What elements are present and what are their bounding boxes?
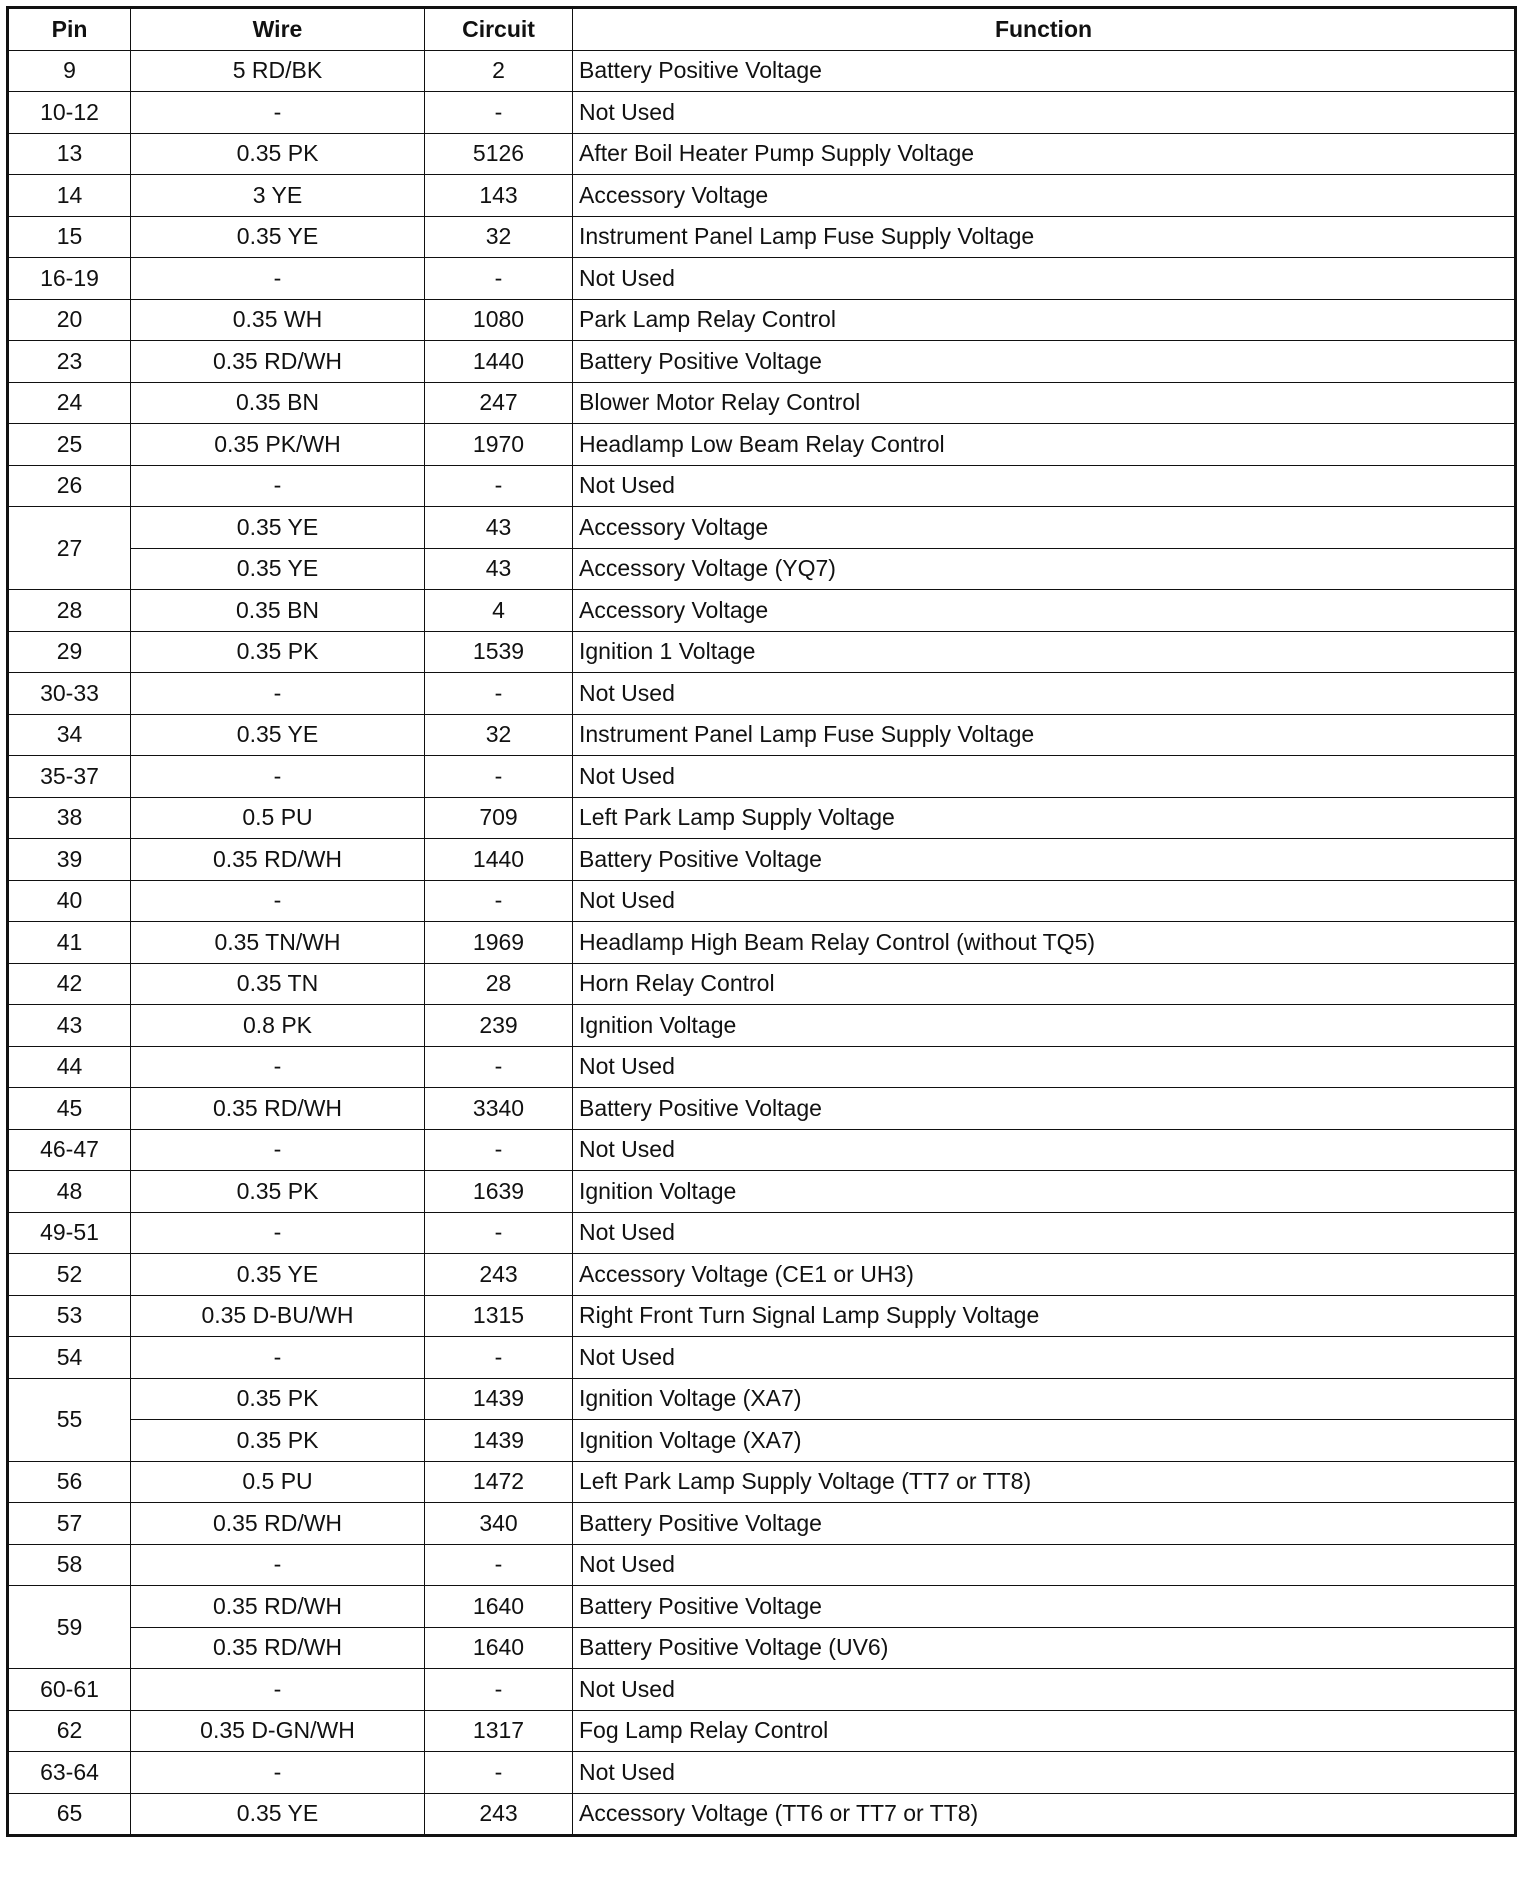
- wire-cell: -: [131, 880, 425, 922]
- wire-cell: 0.35 RD/WH: [131, 1586, 425, 1628]
- circuit-cell: 1439: [425, 1420, 573, 1462]
- function-cell: Battery Positive Voltage: [573, 839, 1516, 881]
- pin-cell: 62: [8, 1710, 131, 1752]
- pin-cell: 20: [8, 299, 131, 341]
- wire-cell: 0.35 RD/WH: [131, 341, 425, 383]
- wire-cell: -: [131, 465, 425, 507]
- pin-cell: 38: [8, 797, 131, 839]
- circuit-cell: 1439: [425, 1378, 573, 1420]
- wire-cell: 0.35 PK/WH: [131, 424, 425, 466]
- function-cell: Battery Positive Voltage: [573, 1088, 1516, 1130]
- wire-cell: 0.35 RD/WH: [131, 1088, 425, 1130]
- table-row: [8, 1295, 1516, 1337]
- function-cell: Fog Lamp Relay Control: [573, 1710, 1516, 1752]
- table-row: [8, 631, 1516, 673]
- function-cell: Ignition Voltage (XA7): [573, 1420, 1516, 1462]
- wire-cell: -: [131, 1046, 425, 1088]
- pin-cell: 41: [8, 922, 131, 964]
- table-row: [8, 1254, 1516, 1296]
- function-cell: Not Used: [573, 673, 1516, 715]
- circuit-cell: -: [425, 1212, 573, 1254]
- table-row: [8, 1420, 1516, 1462]
- wire-cell: 0.35 YE: [131, 548, 425, 590]
- table-row: [8, 1212, 1516, 1254]
- wire-cell: -: [131, 756, 425, 798]
- wire-cell: 0.35 BN: [131, 382, 425, 424]
- table-row: [8, 1627, 1516, 1669]
- circuit-cell: 43: [425, 507, 573, 549]
- function-cell: Instrument Panel Lamp Fuse Supply Voltage: [573, 216, 1516, 258]
- pin-cell: 45: [8, 1088, 131, 1130]
- wire-cell: 0.35 PK: [131, 631, 425, 673]
- circuit-cell: 243: [425, 1793, 573, 1836]
- pin-cell: 24: [8, 382, 131, 424]
- wire-cell: 0.35 YE: [131, 216, 425, 258]
- wire-cell: -: [131, 258, 425, 300]
- circuit-cell: 1440: [425, 341, 573, 383]
- circuit-cell: 1539: [425, 631, 573, 673]
- circuit-cell: 3340: [425, 1088, 573, 1130]
- pin-cell: 57: [8, 1503, 131, 1545]
- table-row: [8, 1752, 1516, 1794]
- pin-cell: 9: [8, 50, 131, 92]
- circuit-cell: 243: [425, 1254, 573, 1296]
- function-cell: Not Used: [573, 1337, 1516, 1379]
- circuit-cell: -: [425, 756, 573, 798]
- circuit-cell: 32: [425, 216, 573, 258]
- pin-cell: 10-12: [8, 92, 131, 134]
- circuit-column-header: Circuit: [425, 8, 573, 51]
- circuit-cell: -: [425, 1669, 573, 1711]
- table-row: [8, 797, 1516, 839]
- table-row: [8, 1793, 1516, 1836]
- function-cell: Not Used: [573, 1046, 1516, 1088]
- function-cell: Accessory Voltage: [573, 590, 1516, 632]
- pin-cell: 65: [8, 1793, 131, 1836]
- pin-cell: 25: [8, 424, 131, 466]
- function-cell: Not Used: [573, 258, 1516, 300]
- circuit-cell: 4: [425, 590, 573, 632]
- function-cell: Left Park Lamp Supply Voltage (TT7 or TT8): [573, 1461, 1516, 1503]
- circuit-cell: 43: [425, 548, 573, 590]
- pin-cell: 34: [8, 714, 131, 756]
- function-cell: Instrument Panel Lamp Fuse Supply Voltage: [573, 714, 1516, 756]
- table-row: [8, 1129, 1516, 1171]
- function-cell: Accessory Voltage (YQ7): [573, 548, 1516, 590]
- pin-cell: 55: [8, 1378, 131, 1461]
- circuit-cell: 239: [425, 1005, 573, 1047]
- circuit-cell: 28: [425, 963, 573, 1005]
- pin-column-header: Pin: [8, 8, 131, 51]
- wire-cell: 0.35 TN/WH: [131, 922, 425, 964]
- wire-cell: -: [131, 673, 425, 715]
- wire-cell: -: [131, 1337, 425, 1379]
- wire-cell: 3 YE: [131, 175, 425, 217]
- function-cell: Battery Positive Voltage: [573, 1586, 1516, 1628]
- wire-cell: 0.35 RD/WH: [131, 1503, 425, 1545]
- circuit-cell: 2: [425, 50, 573, 92]
- table-row: [8, 880, 1516, 922]
- wire-cell: -: [131, 1669, 425, 1711]
- table-row: [8, 424, 1516, 466]
- pin-cell: 14: [8, 175, 131, 217]
- pin-cell: 44: [8, 1046, 131, 1088]
- table-row: [8, 92, 1516, 134]
- circuit-cell: 1315: [425, 1295, 573, 1337]
- table-row: [8, 50, 1516, 92]
- function-cell: Not Used: [573, 1752, 1516, 1794]
- pin-cell: 16-19: [8, 258, 131, 300]
- function-cell: Horn Relay Control: [573, 963, 1516, 1005]
- table-row: [8, 507, 1516, 549]
- table-row: [8, 1378, 1516, 1420]
- wire-cell: 0.35 RD/WH: [131, 1627, 425, 1669]
- table-row: [8, 922, 1516, 964]
- pin-cell: 39: [8, 839, 131, 881]
- circuit-cell: 1639: [425, 1171, 573, 1213]
- function-column-header: Function: [573, 8, 1516, 51]
- wire-cell: 0.35 D-BU/WH: [131, 1295, 425, 1337]
- function-cell: Not Used: [573, 92, 1516, 134]
- circuit-cell: 709: [425, 797, 573, 839]
- circuit-cell: 1640: [425, 1627, 573, 1669]
- pin-cell: 26: [8, 465, 131, 507]
- wire-cell: 0.35 RD/WH: [131, 839, 425, 881]
- pin-cell: 29: [8, 631, 131, 673]
- circuit-cell: -: [425, 880, 573, 922]
- table-row: [8, 963, 1516, 1005]
- function-cell: Not Used: [573, 1129, 1516, 1171]
- pin-cell: 63-64: [8, 1752, 131, 1794]
- pin-cell: 59: [8, 1586, 131, 1669]
- table-row: [8, 175, 1516, 217]
- wire-cell: -: [131, 1544, 425, 1586]
- function-cell: Battery Positive Voltage: [573, 50, 1516, 92]
- wire-cell: 0.8 PK: [131, 1005, 425, 1047]
- table-row: [8, 1503, 1516, 1545]
- function-cell: Park Lamp Relay Control: [573, 299, 1516, 341]
- pin-cell: 58: [8, 1544, 131, 1586]
- table-row: [8, 133, 1516, 175]
- table-row: [8, 465, 1516, 507]
- pin-cell: 56: [8, 1461, 131, 1503]
- function-cell: Battery Positive Voltage: [573, 341, 1516, 383]
- wire-cell: 0.35 YE: [131, 714, 425, 756]
- wire-cell: 0.35 PK: [131, 1171, 425, 1213]
- wire-cell: 0.35 PK: [131, 1378, 425, 1420]
- function-cell: Not Used: [573, 465, 1516, 507]
- table-header: [8, 8, 1516, 51]
- pin-cell: 49-51: [8, 1212, 131, 1254]
- table-row: [8, 341, 1516, 383]
- circuit-cell: 247: [425, 382, 573, 424]
- function-cell: Headlamp Low Beam Relay Control: [573, 424, 1516, 466]
- function-cell: After Boil Heater Pump Supply Voltage: [573, 133, 1516, 175]
- pin-cell: 53: [8, 1295, 131, 1337]
- wire-cell: 5 RD/BK: [131, 50, 425, 92]
- function-cell: Blower Motor Relay Control: [573, 382, 1516, 424]
- function-cell: Accessory Voltage (CE1 or UH3): [573, 1254, 1516, 1296]
- function-cell: Not Used: [573, 756, 1516, 798]
- circuit-cell: -: [425, 465, 573, 507]
- function-cell: Not Used: [573, 1544, 1516, 1586]
- pin-cell: 52: [8, 1254, 131, 1296]
- pin-cell: 60-61: [8, 1669, 131, 1711]
- wire-cell: 0.35 PK: [131, 133, 425, 175]
- circuit-cell: -: [425, 673, 573, 715]
- table-row: [8, 1005, 1516, 1047]
- function-cell: Ignition Voltage: [573, 1171, 1516, 1213]
- wire-cell: 0.35 YE: [131, 1793, 425, 1836]
- pin-cell: 35-37: [8, 756, 131, 798]
- wire-cell: 0.35 D-GN/WH: [131, 1710, 425, 1752]
- table-row: [8, 756, 1516, 798]
- pin-cell: 46-47: [8, 1129, 131, 1171]
- table-row: [8, 382, 1516, 424]
- table-row: [8, 839, 1516, 881]
- wire-cell: 0.5 PU: [131, 1461, 425, 1503]
- table-row: [8, 1088, 1516, 1130]
- table-row: [8, 258, 1516, 300]
- wire-cell: 0.35 YE: [131, 507, 425, 549]
- function-cell: Ignition Voltage (XA7): [573, 1378, 1516, 1420]
- function-cell: Battery Positive Voltage: [573, 1503, 1516, 1545]
- pin-cell: 15: [8, 216, 131, 258]
- wire-cell: -: [131, 1212, 425, 1254]
- pin-cell: 43: [8, 1005, 131, 1047]
- circuit-cell: 143: [425, 175, 573, 217]
- function-cell: Headlamp High Beam Relay Control (without TQ5): [573, 922, 1516, 964]
- circuit-cell: -: [425, 1046, 573, 1088]
- circuit-cell: 1472: [425, 1461, 573, 1503]
- circuit-cell: -: [425, 258, 573, 300]
- function-cell: Accessory Voltage: [573, 175, 1516, 217]
- circuit-cell: 340: [425, 1503, 573, 1545]
- table-row: [8, 216, 1516, 258]
- pin-cell: 27: [8, 507, 131, 590]
- table-row: [8, 1171, 1516, 1213]
- wire-column-header: Wire: [131, 8, 425, 51]
- header-row: [8, 8, 1516, 51]
- pin-cell: 42: [8, 963, 131, 1005]
- wire-cell: 0.5 PU: [131, 797, 425, 839]
- function-cell: Not Used: [573, 1669, 1516, 1711]
- function-cell: Ignition 1 Voltage: [573, 631, 1516, 673]
- table-row: [8, 1046, 1516, 1088]
- circuit-cell: -: [425, 1129, 573, 1171]
- pin-cell: 28: [8, 590, 131, 632]
- circuit-cell: 1969: [425, 922, 573, 964]
- pin-cell: 30-33: [8, 673, 131, 715]
- wire-cell: 0.35 WH: [131, 299, 425, 341]
- circuit-cell: -: [425, 1337, 573, 1379]
- circuit-cell: 5126: [425, 133, 573, 175]
- table-row: [8, 1669, 1516, 1711]
- table-row: [8, 299, 1516, 341]
- wire-cell: 0.35 YE: [131, 1254, 425, 1296]
- circuit-cell: -: [425, 1752, 573, 1794]
- pin-cell: 48: [8, 1171, 131, 1213]
- circuit-cell: 1080: [425, 299, 573, 341]
- table-row: [8, 1544, 1516, 1586]
- table-row: [8, 548, 1516, 590]
- function-cell: Left Park Lamp Supply Voltage: [573, 797, 1516, 839]
- circuit-cell: 1317: [425, 1710, 573, 1752]
- circuit-cell: 1640: [425, 1586, 573, 1628]
- pin-cell: 40: [8, 880, 131, 922]
- wire-cell: -: [131, 1129, 425, 1171]
- table-row: [8, 1586, 1516, 1628]
- circuit-cell: 1440: [425, 839, 573, 881]
- table-row: [8, 714, 1516, 756]
- connector-pinout-table: [6, 6, 1517, 1837]
- table-row: [8, 590, 1516, 632]
- pin-cell: 54: [8, 1337, 131, 1379]
- circuit-cell: -: [425, 1544, 573, 1586]
- function-cell: Right Front Turn Signal Lamp Supply Voltage: [573, 1295, 1516, 1337]
- function-cell: Accessory Voltage (TT6 or TT7 or TT8): [573, 1793, 1516, 1836]
- circuit-cell: -: [425, 92, 573, 134]
- table-body: [8, 50, 1516, 1836]
- function-cell: Not Used: [573, 1212, 1516, 1254]
- table-row: [8, 1461, 1516, 1503]
- table-row: [8, 1710, 1516, 1752]
- wire-cell: 0.35 TN: [131, 963, 425, 1005]
- table-row: [8, 1337, 1516, 1379]
- circuit-cell: 1970: [425, 424, 573, 466]
- pin-cell: 23: [8, 341, 131, 383]
- function-cell: Not Used: [573, 880, 1516, 922]
- table-row: [8, 673, 1516, 715]
- function-cell: Ignition Voltage: [573, 1005, 1516, 1047]
- pin-cell: 13: [8, 133, 131, 175]
- wire-cell: -: [131, 1752, 425, 1794]
- function-cell: Battery Positive Voltage (UV6): [573, 1627, 1516, 1669]
- wire-cell: 0.35 PK: [131, 1420, 425, 1462]
- wire-cell: 0.35 BN: [131, 590, 425, 632]
- wire-cell: -: [131, 92, 425, 134]
- function-cell: Accessory Voltage: [573, 507, 1516, 549]
- circuit-cell: 32: [425, 714, 573, 756]
